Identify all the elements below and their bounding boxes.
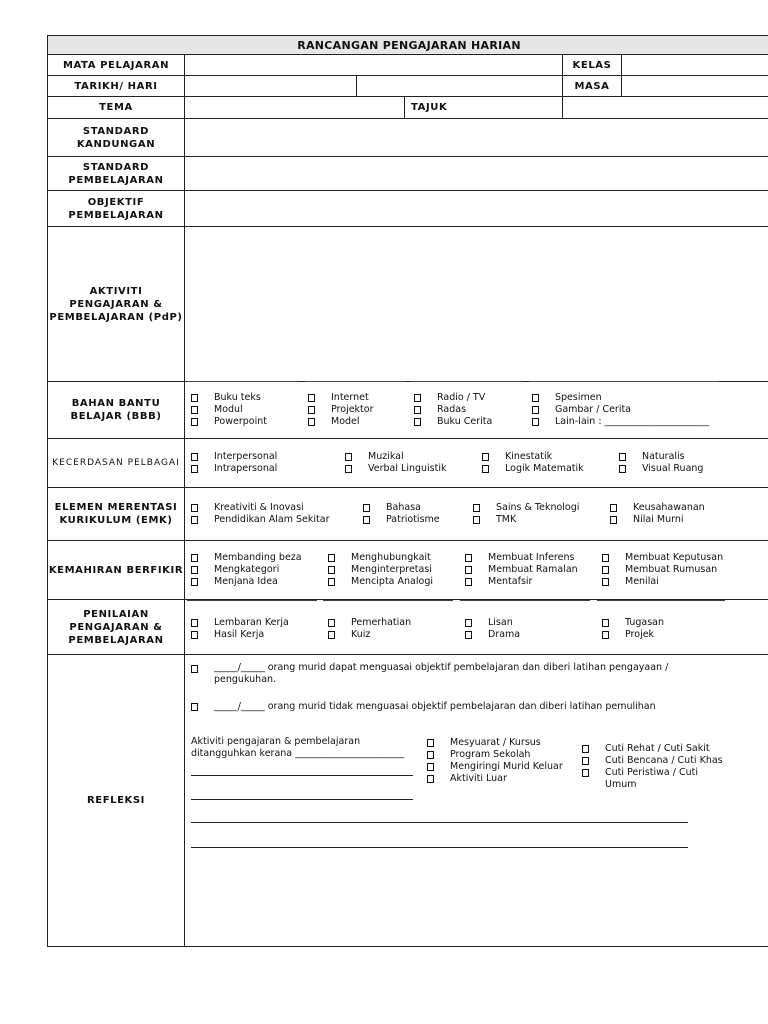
bbb-option[interactable]: Buku teks bbox=[191, 392, 308, 404]
checkbox[interactable] bbox=[427, 775, 434, 783]
kemahiran-option[interactable]: Menghubungkait bbox=[328, 552, 465, 564]
checkbox[interactable] bbox=[465, 554, 472, 562]
rph-form-table bbox=[47, 35, 768, 947]
emk-col-3 bbox=[473, 502, 610, 526]
checkbox[interactable] bbox=[602, 619, 609, 627]
checkbox[interactable] bbox=[532, 406, 539, 414]
checkbox[interactable] bbox=[191, 566, 198, 574]
checkbox[interactable] bbox=[465, 619, 472, 627]
penilaian-option[interactable]: Projek bbox=[602, 629, 730, 641]
checkbox[interactable] bbox=[191, 406, 198, 414]
penilaian-col-2 bbox=[328, 617, 465, 641]
field-mata-pelajaran[interactable] bbox=[185, 55, 563, 76]
penilaian-col-1 bbox=[191, 617, 328, 641]
checkbox[interactable] bbox=[427, 763, 434, 771]
checkbox[interactable] bbox=[363, 516, 370, 524]
kemahiran-col-4 bbox=[602, 552, 730, 588]
emk-options bbox=[185, 488, 768, 541]
reason-option[interactable]: Mengiringi Murid Keluar bbox=[427, 761, 563, 773]
reason-option[interactable]: Mesyuarat / Kursus bbox=[427, 737, 563, 749]
kemahiran-option[interactable]: Membuat Inferens bbox=[465, 552, 602, 564]
checkbox[interactable] bbox=[191, 504, 198, 512]
bbb-option[interactable]: Radas bbox=[414, 404, 532, 416]
checkbox[interactable] bbox=[619, 465, 626, 473]
emk-option[interactable]: Sains & Teknologi bbox=[473, 502, 610, 514]
form-title: RANCANGAN PENGAJARAN HARIAN bbox=[48, 36, 768, 55]
field-aktiviti-pdp[interactable] bbox=[185, 227, 768, 382]
checkbox[interactable] bbox=[414, 418, 421, 426]
checkbox[interactable] bbox=[191, 631, 198, 639]
field-masa[interactable] bbox=[622, 76, 768, 97]
checkbox[interactable] bbox=[610, 504, 617, 512]
checkbox[interactable] bbox=[619, 453, 626, 461]
kecerdasan-option[interactable]: Verbal Linguistik bbox=[345, 463, 482, 475]
label-refleksi: REFLEKSI bbox=[48, 655, 185, 947]
field-hari[interactable] bbox=[357, 76, 563, 97]
penilaian-col-4 bbox=[602, 617, 730, 641]
label-kecerdasan-pelbagai: KECERDASAN PELBAGAI bbox=[48, 439, 185, 488]
kecerdasan-option[interactable]: Interpersonal bbox=[191, 451, 345, 463]
checkbox[interactable] bbox=[191, 465, 198, 473]
emk-option[interactable]: Kreativiti & Inovasi bbox=[191, 502, 363, 514]
kecerdasan-option[interactable]: Muzikal bbox=[345, 451, 482, 463]
penilaian-option[interactable]: Kuiz bbox=[328, 629, 465, 641]
refleksi-reasons-a bbox=[427, 737, 563, 785]
kemahiran-option[interactable]: Menjana Idea bbox=[191, 576, 328, 588]
emk-option[interactable]: Nilai Murni bbox=[610, 514, 730, 526]
reason-option[interactable]: Aktiviti Luar bbox=[427, 773, 563, 785]
checkbox[interactable] bbox=[191, 453, 198, 461]
writing-line[interactable] bbox=[191, 847, 688, 848]
label-tema: TEMA bbox=[48, 97, 185, 119]
checkbox[interactable] bbox=[328, 578, 335, 586]
emk-col-2 bbox=[363, 502, 473, 526]
checkbox[interactable] bbox=[191, 516, 198, 524]
kemahiran-option[interactable]: Mentafsir bbox=[465, 576, 602, 588]
checkbox[interactable] bbox=[191, 703, 198, 711]
field-standard-kandungan[interactable] bbox=[185, 119, 768, 157]
bbb-option[interactable]: Projektor bbox=[308, 404, 414, 416]
reason-option[interactable]: Cuti Peristiwa / Cuti bbox=[582, 767, 723, 779]
checkbox[interactable] bbox=[582, 745, 589, 753]
kemahiran-col-2 bbox=[328, 552, 465, 588]
kemahiran-options bbox=[185, 541, 768, 600]
field-tema[interactable] bbox=[185, 97, 405, 119]
checkbox[interactable] bbox=[473, 516, 480, 524]
checkbox[interactable] bbox=[414, 394, 421, 402]
refleksi-line-tidak-menguasai[interactable]: _____/_____ orang murid tidak menguasai objektif pembelajaran dan diberi latihan pemulihan bbox=[191, 701, 656, 713]
refleksi-reasons-b bbox=[582, 743, 723, 791]
label-tarikh-hari: TARIKH/ HARI bbox=[48, 76, 185, 97]
bbb-col-4 bbox=[532, 392, 732, 428]
reason-option[interactable]: Cuti Bencana / Cuti Khas bbox=[582, 755, 723, 767]
kemahiran-option[interactable]: Mencipta Analogi bbox=[328, 576, 465, 588]
checkbox[interactable] bbox=[328, 554, 335, 562]
bbb-col-3 bbox=[414, 392, 532, 428]
checkbox[interactable] bbox=[308, 394, 315, 402]
checkbox[interactable] bbox=[345, 453, 352, 461]
label-objektif-pembelajaran: OBJEKTIF PEMBELAJARAN bbox=[48, 191, 185, 227]
label-emk: ELEMEN MERENTASI KURIKULUM (EMK) bbox=[48, 488, 185, 541]
checkbox[interactable] bbox=[482, 453, 489, 461]
checkbox[interactable] bbox=[532, 394, 539, 402]
checkbox[interactable] bbox=[328, 566, 335, 574]
penilaian-options bbox=[185, 600, 768, 655]
label-standard-kandungan: STANDARD KANDUNGAN bbox=[48, 119, 185, 157]
emk-option[interactable]: Pendidikan Alam Sekitar bbox=[191, 514, 363, 526]
writing-line[interactable] bbox=[191, 822, 688, 823]
label-tajuk: TAJUK bbox=[405, 97, 563, 119]
label-kelas: KELAS bbox=[563, 55, 622, 76]
penilaian-option[interactable]: Lembaran Kerja bbox=[191, 617, 328, 629]
checkbox[interactable] bbox=[465, 578, 472, 586]
penilaian-col-3 bbox=[465, 617, 602, 641]
kemahiran-col-1 bbox=[191, 552, 328, 588]
kecerdasan-option[interactable]: Intrapersonal bbox=[191, 463, 345, 475]
label-mata-pelajaran: MATA PELAJARAN bbox=[48, 55, 185, 76]
penilaian-option[interactable]: Lisan bbox=[465, 617, 602, 629]
penilaian-option[interactable]: Hasil Kerja bbox=[191, 629, 328, 641]
penilaian-option[interactable]: Pemerhatian bbox=[328, 617, 465, 629]
checkbox[interactable] bbox=[191, 554, 198, 562]
checkbox[interactable] bbox=[414, 406, 421, 414]
checkbox[interactable] bbox=[610, 516, 617, 524]
kecerdasan-col-3 bbox=[482, 451, 619, 475]
kemahiran-option[interactable]: Mengkategori bbox=[191, 564, 328, 576]
checkbox[interactable] bbox=[532, 418, 539, 426]
checkbox[interactable] bbox=[191, 665, 198, 673]
kecerdasan-col-2 bbox=[345, 451, 482, 475]
kemahiran-option[interactable]: Membuat Ramalan bbox=[465, 564, 602, 576]
field-objektif-pembelajaran[interactable] bbox=[185, 191, 768, 227]
writing-line[interactable] bbox=[191, 775, 413, 776]
kemahiran-option[interactable]: Membanding beza bbox=[191, 552, 328, 564]
checkbox[interactable] bbox=[191, 619, 198, 627]
checkbox[interactable] bbox=[328, 619, 335, 627]
checkbox[interactable] bbox=[465, 631, 472, 639]
kecerdasan-option[interactable]: Logik Matematik bbox=[482, 463, 619, 475]
emk-col-4 bbox=[610, 502, 730, 526]
emk-col-1 bbox=[191, 502, 363, 526]
label-bbb: BAHAN BANTU BELAJAR (BBB) bbox=[48, 382, 185, 439]
refleksi-line-menguasai[interactable]: _____/_____ orang murid dapat menguasai objektif pembelajaran dan diberi latihan pengayaan / pengukuhan. bbox=[191, 662, 668, 686]
emk-option[interactable]: Patriotisme bbox=[363, 514, 473, 526]
label-masa: MASA bbox=[563, 76, 622, 97]
bbb-col-1 bbox=[191, 392, 308, 428]
bbb-option[interactable]: Lain-lain : ______________________ bbox=[532, 416, 732, 428]
checkbox[interactable] bbox=[582, 757, 589, 765]
checkbox[interactable] bbox=[345, 465, 352, 473]
checkbox[interactable] bbox=[191, 394, 198, 402]
reason-option-continued: Umum bbox=[605, 779, 637, 790]
bbb-option[interactable]: Model bbox=[308, 416, 414, 428]
checkbox[interactable] bbox=[602, 631, 609, 639]
kemahiran-col-3 bbox=[465, 552, 602, 588]
reason-option[interactable]: Program Sekolah bbox=[427, 749, 563, 761]
checkbox[interactable] bbox=[582, 769, 589, 777]
kemahiran-option[interactable]: Membuat Rumusan bbox=[602, 564, 730, 576]
bbb-options bbox=[185, 382, 768, 439]
checkbox[interactable] bbox=[363, 504, 370, 512]
kecerdasan-options bbox=[185, 439, 768, 488]
checkbox[interactable] bbox=[308, 418, 315, 426]
kemahiran-option[interactable]: Membuat Keputusan bbox=[602, 552, 730, 564]
bbb-option[interactable]: Powerpoint bbox=[191, 416, 308, 428]
label-aktiviti-pdp: AKTIVITI PENGAJARAN & PEMBELAJARAN (PdP) bbox=[48, 227, 185, 382]
label-standard-pembelajaran: STANDARD PEMBELAJARAN bbox=[48, 157, 185, 191]
field-tarikh[interactable] bbox=[185, 76, 357, 97]
label-penilaian-pdp: PENILAIAN PENGAJARAN & PEMBELAJARAN bbox=[48, 600, 185, 655]
emk-option[interactable]: TMK bbox=[473, 514, 610, 526]
kecerdasan-col-1 bbox=[191, 451, 345, 475]
penilaian-option[interactable]: Drama bbox=[465, 629, 602, 641]
kecerdasan-col-4 bbox=[619, 451, 729, 475]
checkbox[interactable] bbox=[191, 578, 198, 586]
checkbox[interactable] bbox=[482, 465, 489, 473]
kecerdasan-option[interactable]: Visual Ruang bbox=[619, 463, 729, 475]
emk-option[interactable]: Bahasa bbox=[363, 502, 473, 514]
checkbox[interactable] bbox=[328, 631, 335, 639]
label-kemahiran-berfikir: KEMAHIRAN BERFIKIR bbox=[48, 541, 185, 600]
checkbox[interactable] bbox=[602, 554, 609, 562]
checkbox[interactable] bbox=[465, 566, 472, 574]
field-kelas[interactable] bbox=[622, 55, 768, 76]
refleksi-postponed-text: Aktiviti pengajaran & pembelajaran ditangguhkan kerana _______________________ bbox=[191, 736, 405, 759]
bbb-option[interactable]: Gambar / Cerita bbox=[532, 404, 732, 416]
checkbox[interactable] bbox=[191, 418, 198, 426]
field-standard-pembelajaran[interactable] bbox=[185, 157, 768, 191]
kecerdasan-option[interactable]: Kinestatik bbox=[482, 451, 619, 463]
bbb-option[interactable]: Buku Cerita bbox=[414, 416, 532, 428]
kemahiran-option[interactable]: Menilai bbox=[602, 576, 730, 588]
bbb-option[interactable]: Internet bbox=[308, 392, 414, 404]
refleksi-area bbox=[185, 655, 768, 947]
bbb-option[interactable]: Radio / TV bbox=[414, 392, 532, 404]
emk-option[interactable]: Keusahawanan bbox=[610, 502, 730, 514]
bbb-option[interactable]: Spesimen bbox=[532, 392, 732, 404]
checkbox[interactable] bbox=[602, 566, 609, 574]
checkbox[interactable] bbox=[427, 739, 434, 747]
bbb-option[interactable]: Modul bbox=[191, 404, 308, 416]
reason-option[interactable]: Cuti Rehat / Cuti Sakit bbox=[582, 743, 723, 755]
checkbox[interactable] bbox=[308, 406, 315, 414]
checkbox[interactable] bbox=[602, 578, 609, 586]
kemahiran-option[interactable]: Menginterpretasi bbox=[328, 564, 465, 576]
writing-line[interactable] bbox=[191, 799, 413, 800]
kecerdasan-option[interactable]: Naturalis bbox=[619, 451, 729, 463]
checkbox[interactable] bbox=[473, 504, 480, 512]
bbb-col-2 bbox=[308, 392, 414, 428]
checkbox[interactable] bbox=[427, 751, 434, 759]
field-tajuk[interactable] bbox=[563, 97, 768, 119]
penilaian-option[interactable]: Tugasan bbox=[602, 617, 730, 629]
